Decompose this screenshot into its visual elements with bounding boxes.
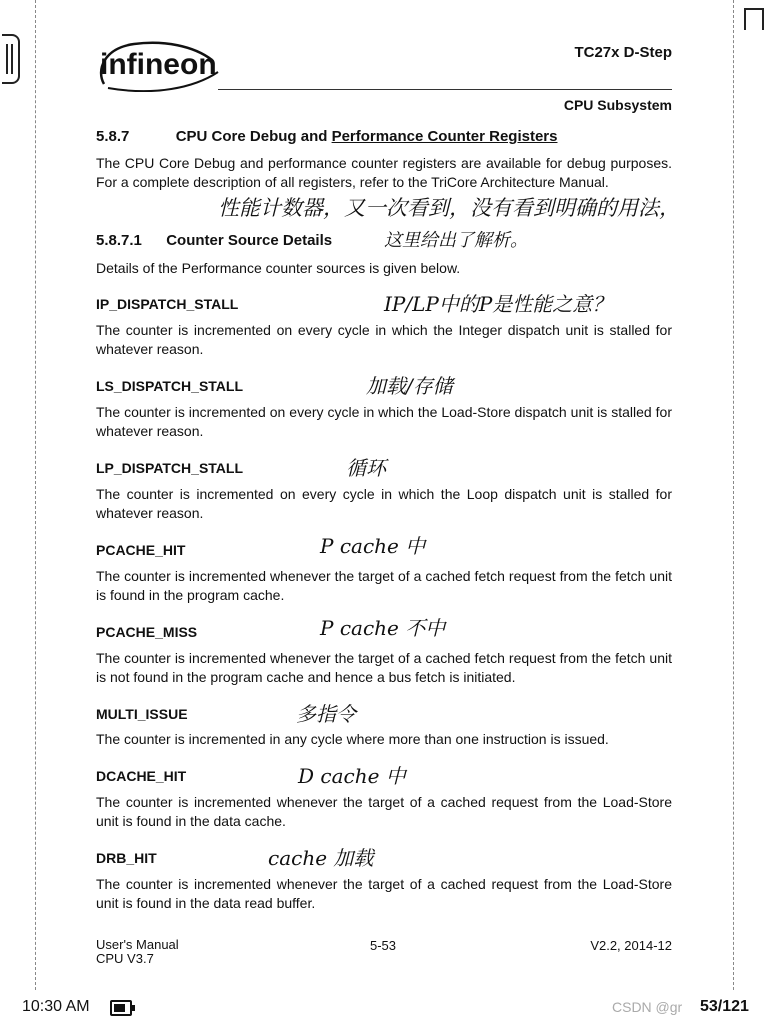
- counter-name: MULTI_ISSUE: [96, 706, 188, 722]
- counter-name: DRB_HIT: [96, 850, 157, 866]
- counter-description: The counter is incremented whenever the target of a cached fetch request from the fetch unit is found in the program cache.: [96, 568, 672, 603]
- counter-name: PCACHE_HIT: [96, 542, 186, 558]
- header-divider: [218, 89, 672, 90]
- section-number: 5.8.7.1: [96, 232, 142, 249]
- footer-manual-version: CPU V3.7: [96, 951, 154, 966]
- section-number: 5.8.7: [96, 128, 130, 145]
- handwritten-note: D cache 中: [298, 764, 406, 788]
- counter-name: LP_DISPATCH_STALL: [96, 460, 244, 476]
- counter-description: The counter is incremented whenever the target of a cached request from the Load-Store unit is found in the data read buffer.: [96, 876, 672, 911]
- section-heading-587: [96, 128, 557, 145]
- counter-name: IP_DISPATCH_STALL: [96, 296, 239, 312]
- handwritten-note: 加载/存储: [366, 374, 453, 398]
- sidebar-toggle-icon[interactable]: [2, 34, 20, 84]
- handwritten-note: P cache 不中: [320, 616, 446, 640]
- battery-level: [114, 1004, 125, 1012]
- page-right-border: [733, 0, 734, 990]
- logo-text: infineon: [100, 48, 217, 81]
- handwritten-note: P cache 中: [320, 534, 426, 558]
- section-title: Counter Source Details: [166, 232, 333, 249]
- counter-description: The counter is incremented in any cycle where more than one instruction is issued.: [96, 731, 609, 747]
- footer-page-number: 5-53: [370, 938, 397, 953]
- section-heading-5871: [96, 232, 332, 249]
- footer-manual-title: User's Manual: [96, 937, 179, 952]
- handwritten-note: 循环: [346, 456, 386, 480]
- handwritten-note: cache 加载: [268, 846, 374, 870]
- counter-description: The counter is incremented on every cycle in which the Integer dispatch unit is stalled for whatever reason.: [96, 322, 672, 357]
- counter-name: LS_DISPATCH_STALL: [96, 378, 244, 394]
- section-title-part: CPU Core Debug and: [175, 128, 332, 145]
- counter-name: PCACHE_MISS: [96, 624, 198, 640]
- footer-manual-info: [96, 938, 179, 966]
- watermark: CSDN @gr: [612, 999, 683, 1015]
- section-intro: Details of the Performance counter sources is given below.: [96, 260, 461, 276]
- section-intro: The CPU Core Debug and performance counter registers are available for debug purposes. For a complete description of all registers, refer to the TriCore Architecture Manual.: [96, 155, 672, 190]
- counter-description: The counter is incremented on every cycle in which the Loop dispatch unit is stalled for whatever reason.: [96, 486, 672, 521]
- battery-icon: [110, 1000, 132, 1016]
- handwritten-note: IP/LP中的P是性能之意？: [384, 292, 613, 316]
- reader-page-indicator[interactable]: 53/121: [700, 998, 749, 1015]
- counter-description: The counter is incremented on every cycle in which the Load-Store dispatch unit is stalled for whatever reason.: [96, 404, 672, 439]
- handwritten-note: 多指令: [296, 702, 356, 726]
- status-time: 10:30 AM: [22, 998, 90, 1015]
- infineon-logo: [94, 40, 220, 92]
- handwritten-note: 性能计数器，又一次看到，没有看到明确的用法，: [218, 196, 680, 220]
- page-left-border: [35, 0, 36, 990]
- counter-description: The counter is incremented whenever the target of a cached request from the Load-Store unit is found in the data cache.: [96, 794, 672, 829]
- footer-doc-version: V2.2, 2014-12: [590, 938, 672, 953]
- section-header: CPU Subsystem: [563, 97, 672, 113]
- counter-name: DCACHE_HIT: [96, 768, 187, 784]
- counter-description: The counter is incremented whenever the target of a cached fetch request from the fetch unit is not found in the program cache and hence a bus fetch is initiated.: [96, 650, 672, 685]
- handwritten-note: 这里给出了解析。: [384, 230, 528, 251]
- document-title: TC27x D-Step: [574, 44, 672, 61]
- bookmark-icon[interactable]: [744, 8, 764, 30]
- section-title-underlined: Performance Counter Registers: [331, 128, 558, 145]
